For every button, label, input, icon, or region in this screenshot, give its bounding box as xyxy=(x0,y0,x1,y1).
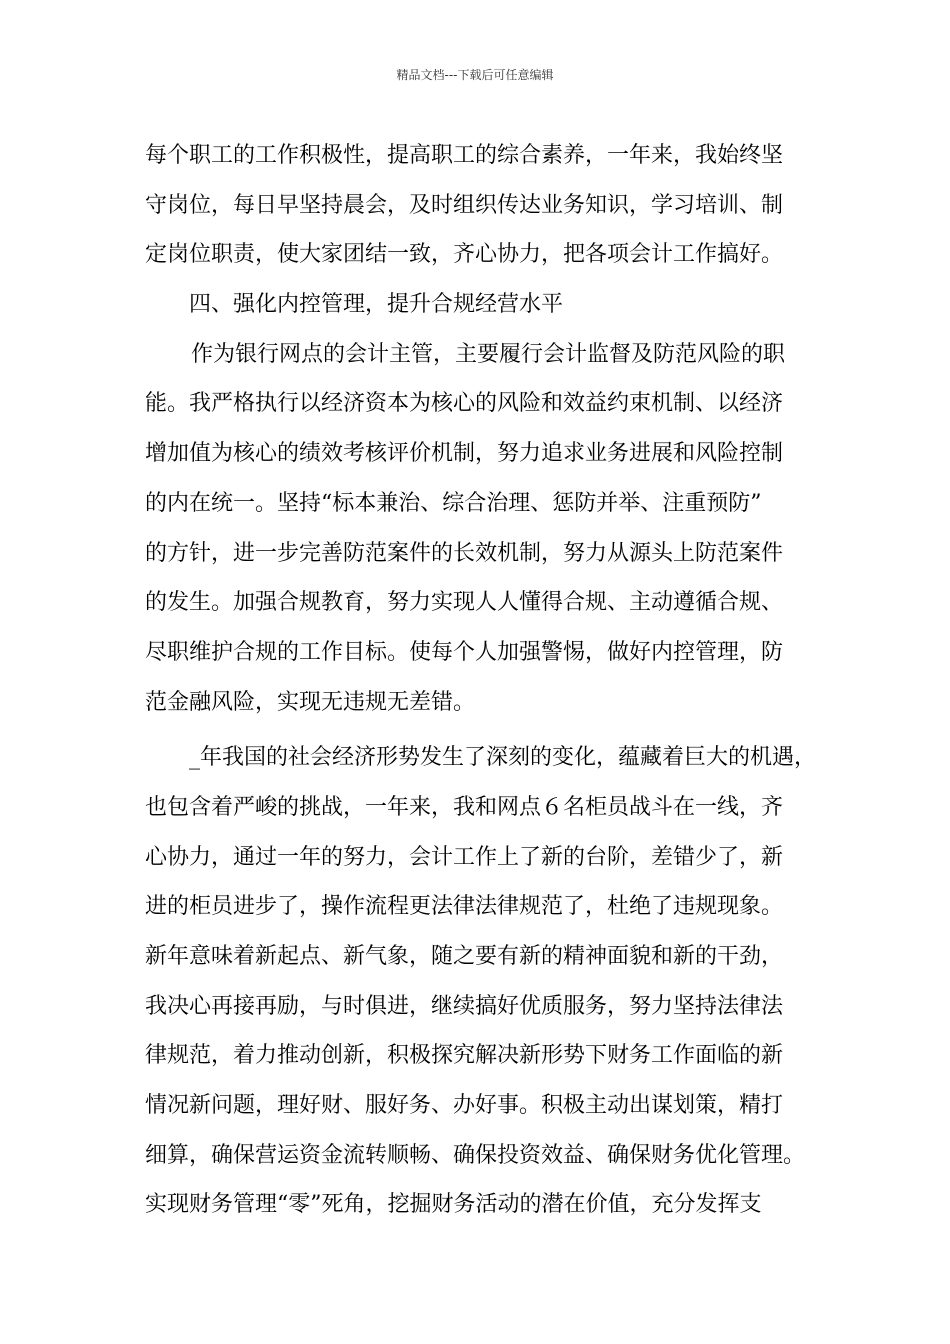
text-line: 的方针，进一步完善防范案件的长效机制，努力从源头上防范案件 xyxy=(145,540,784,566)
text-line: 定岗位职责，使大家团结一致，齐心协力，把各项会计工作搞好。 xyxy=(145,242,784,268)
text-line: 增加值为核心的绩效考核评价机制，努力追求业务进展和风险控制 xyxy=(145,441,784,467)
text-line: 的内在统一。坚持“标本兼治、综合治理、惩防并举、注重预防” xyxy=(145,490,762,516)
paragraph xyxy=(145,330,845,728)
text-line: 实现财务管理“零”死角，挖掘财务活动的潜在价值，充分发挥支 xyxy=(145,1192,762,1218)
text-line: 也包含着严峻的挑战，一年来，我和网点６名柜员战斗在一线，齐 xyxy=(145,794,784,820)
text-line: 情况新问题，理好财、服好务、办好事。积极主动出谋划策，精打 xyxy=(145,1093,784,1119)
text-line: 律规范，着力推动创新，积极探究解决新形势下财务工作面临的新 xyxy=(145,1043,784,1069)
text-line: 每个职工的工作积极性，提高职工的综合素养，一年来，我始终坚 xyxy=(145,143,784,168)
text-line: 进的柜员进步了，操作流程更法律法律规范了，杜绝了违规现象。 xyxy=(145,894,784,920)
text-line: _年我国的社会经济形势发生了深刻的变化，蕴藏着巨大的机遇， xyxy=(189,745,817,771)
paragraph xyxy=(145,733,845,1230)
text-line: 心协力，通过一年的努力，会计工作上了新的台阶，差错少了，新 xyxy=(145,844,784,870)
text-line: 能。我严格执行以经济资本为核心的风险和效益约束机制、以经济 xyxy=(145,391,784,417)
page-header: 精品文档---下载后可任意编辑 xyxy=(396,68,554,82)
heading-text: 四、强化内控管理，提升合规经营水平 xyxy=(189,292,564,318)
text-line: 作为银行网点的会计主管，主要履行会计监督及防范风险的职 xyxy=(191,341,786,367)
text-line: 新年意味着新起点、新气象，随之要有新的精神面貌和新的干劲， xyxy=(145,944,784,969)
text-line: 我决心再接再励，与时俱进，继续搞好优质服务，努力坚持法律法 xyxy=(145,993,784,1019)
text-line: 尽职维护合规的工作目标。使每个人加强警惕，做好内控管理，防 xyxy=(145,639,784,665)
text-line: 的发生。加强合规教育，努力实现人人懂得合规、主动遵循合规、 xyxy=(145,590,784,616)
section-heading xyxy=(145,280,845,330)
text-line: 范金融风险，实现无违规无差错。 xyxy=(145,689,476,715)
paragraph xyxy=(145,131,845,280)
text-line: 守岗位，每日早坚持晨会，及时组织传达业务知识，学习培训、制 xyxy=(145,192,784,218)
text-line: 细算，确保营运资金流转顺畅、确保投资效益、确保财务优化管理。 xyxy=(145,1142,806,1168)
document-body xyxy=(145,131,845,1230)
